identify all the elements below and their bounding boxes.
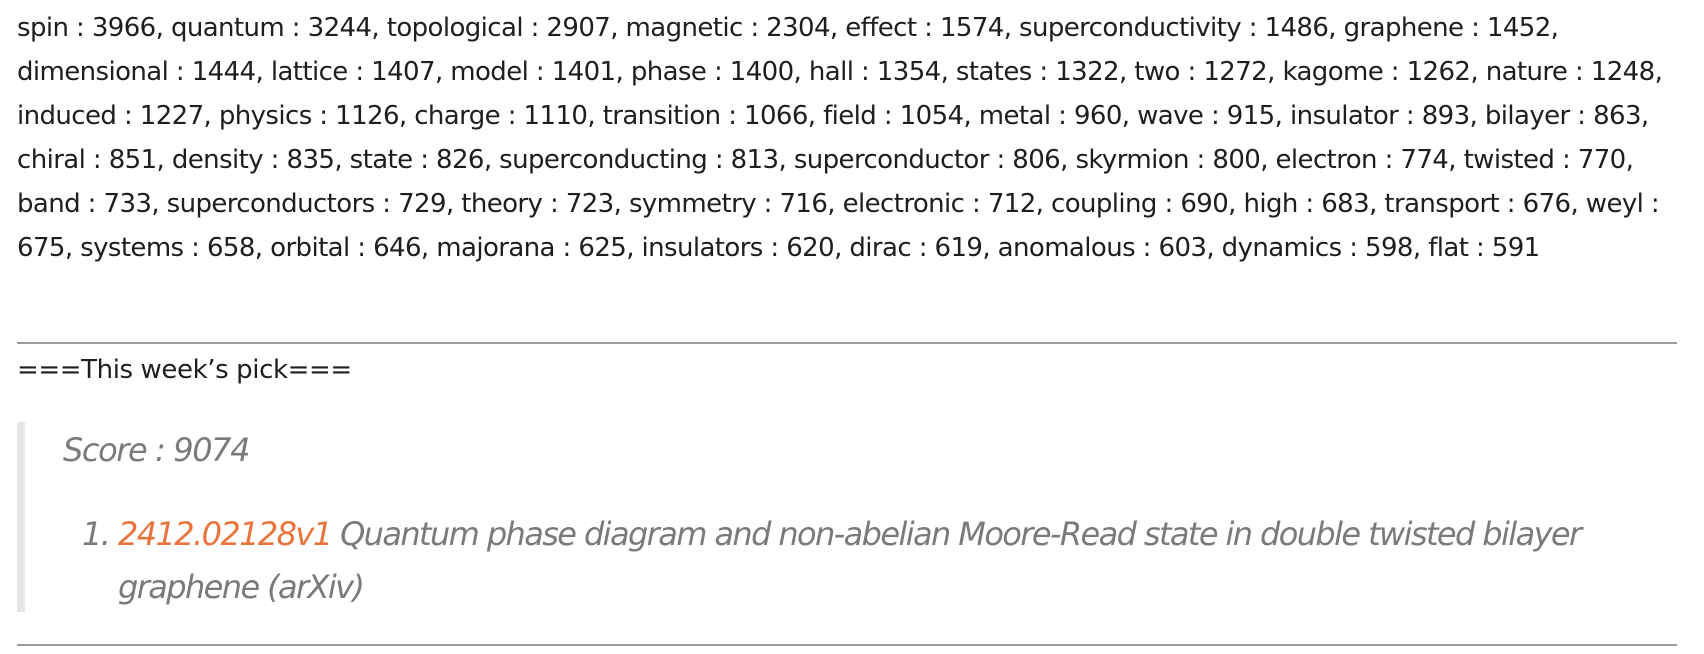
paper-source: (arXiv) — [267, 568, 364, 606]
list-item-number: 1. — [82, 515, 110, 553]
bottom-divider — [17, 644, 1677, 646]
section-divider — [17, 342, 1677, 344]
pick-section-heading: ===This week’s pick=== — [17, 355, 352, 385]
pick-blockquote — [17, 422, 1677, 612]
pick-list — [63, 508, 1663, 614]
arxiv-id-link[interactable]: 2412.02128v1 — [118, 515, 332, 553]
list-item — [63, 508, 1663, 614]
keyword-frequency-list: spin : 3966, quantum : 3244, topological : 2907, magnetic : 2304, effect : 1574, superconductivity : 1486, graphene : 1452, dimensional : 1444, lattice : 1407, model : 1401, phase : 1400, hall : 1354, states : 1322, two : 1272, kagome : 1262, nature : 1248, induced : 1227, physics : 1126, charge : 1110, transition : 1066, field : 1054, metal : 960, wave : 915, insulator : 893, bilayer : 863, chiral : 851, density : 835, state : 826, superconducting : 813, superconductor : 806, skyrmion : 800, electron : 774, twisted : 770, band : 733, superconductors : 729, theory : 723, symmetry : 716, electronic : 712, coupling : 690, high : 683, transport : 676, weyl : 675, systems : 658, orbital : 646, majorana : 625, insulators : 620, dirac : 619, anomalous : 603, dynamics : 598, flat : 591 — [17, 13, 1663, 263]
pick-score: Score : 9074 — [63, 431, 250, 469]
paper-title: Quantum phase diagram and non-abelian Moore-Read state in double twisted bilayer graphene — [118, 515, 1581, 606]
